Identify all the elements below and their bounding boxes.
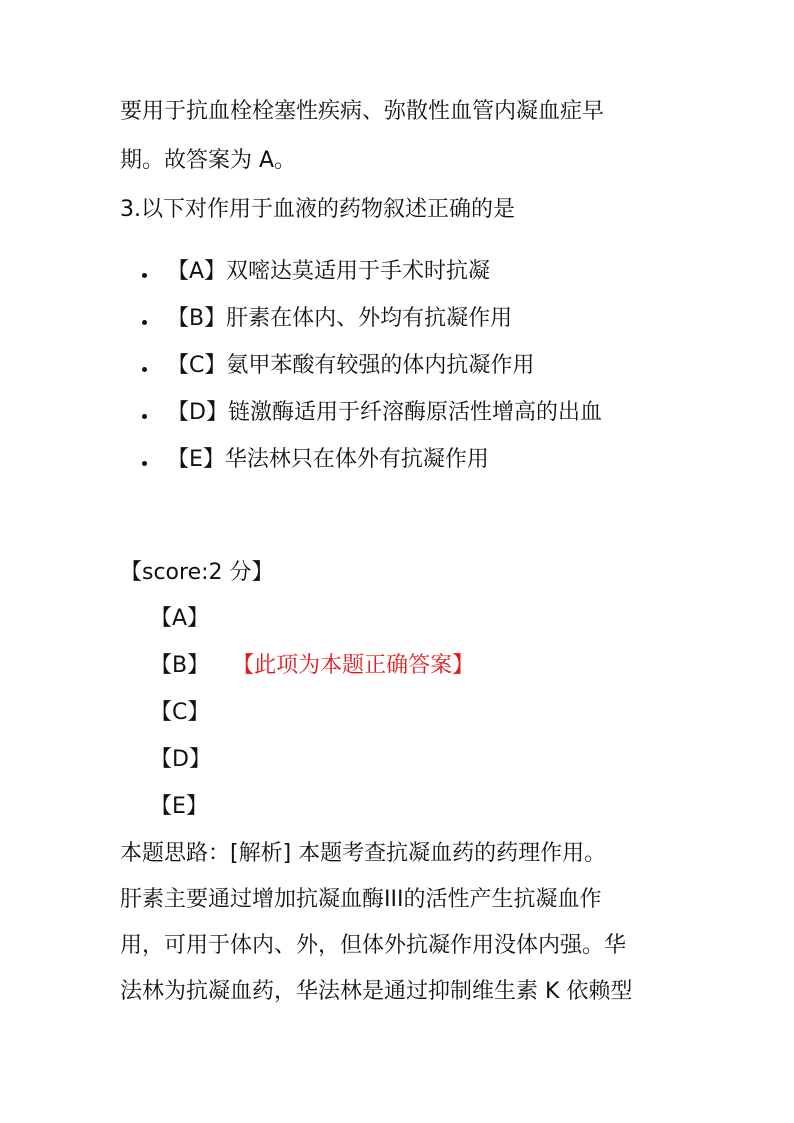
answer-row-e: 【E】 [150, 794, 208, 819]
option-text: 【B】肝素在体内、外均有抗凝作用 [167, 306, 513, 331]
option-a [142, 258, 490, 286]
answer-row-a: 【A】 [150, 606, 210, 631]
option-text: 【A】双嘧达莫适用于手术时抗凝 [167, 259, 491, 284]
explanation-line-4: 法林为抗凝血药，华法林是通过抑制维生素 K 依赖型 [120, 979, 633, 1004]
answer-row-b [150, 652, 474, 680]
explanation-line-2: 肝素主要通过增加抗凝血酶III的活性产生抗凝血作 [120, 887, 602, 912]
answer-row-label: 【B】 [150, 653, 210, 678]
bullet-icon [142, 461, 147, 466]
question-text: 3.以下对作用于血液的药物叙述正确的是 [120, 197, 515, 222]
option-c [142, 352, 534, 380]
bullet-icon [142, 367, 147, 372]
bullet-icon [142, 273, 147, 278]
correct-answer-badge: 【此项为本题正确答案】 [243, 653, 475, 678]
option-b [142, 305, 512, 333]
option-e [142, 446, 489, 474]
score-label: 【score:2 分】 [120, 560, 274, 585]
intro-line-2: 期。故答案为 A。 [120, 148, 297, 173]
option-text: 【E】华法林只在体外有抗凝作用 [167, 447, 489, 472]
option-d [142, 399, 602, 427]
option-text: 【C】氨甲苯酸有较强的体内抗凝作用 [167, 353, 535, 378]
answer-row-d: 【D】 [150, 747, 211, 772]
explanation-line-1: 本题思路：[解析] 本题考查抗凝血药的药理作用。 [120, 841, 607, 866]
intro-line-1: 要用于抗血栓栓塞性疾病、弥散性血管内凝血症早 [120, 99, 605, 124]
answer-row-c: 【C】 [150, 700, 210, 725]
bullet-icon [142, 320, 147, 325]
bullet-icon [142, 414, 147, 419]
option-text: 【D】链激酶适用于纤溶酶原活性增高的出血 [167, 400, 602, 425]
explanation-line-3: 用，可用于体内、外，但体外抗凝作用没体内强。华 [120, 933, 627, 958]
